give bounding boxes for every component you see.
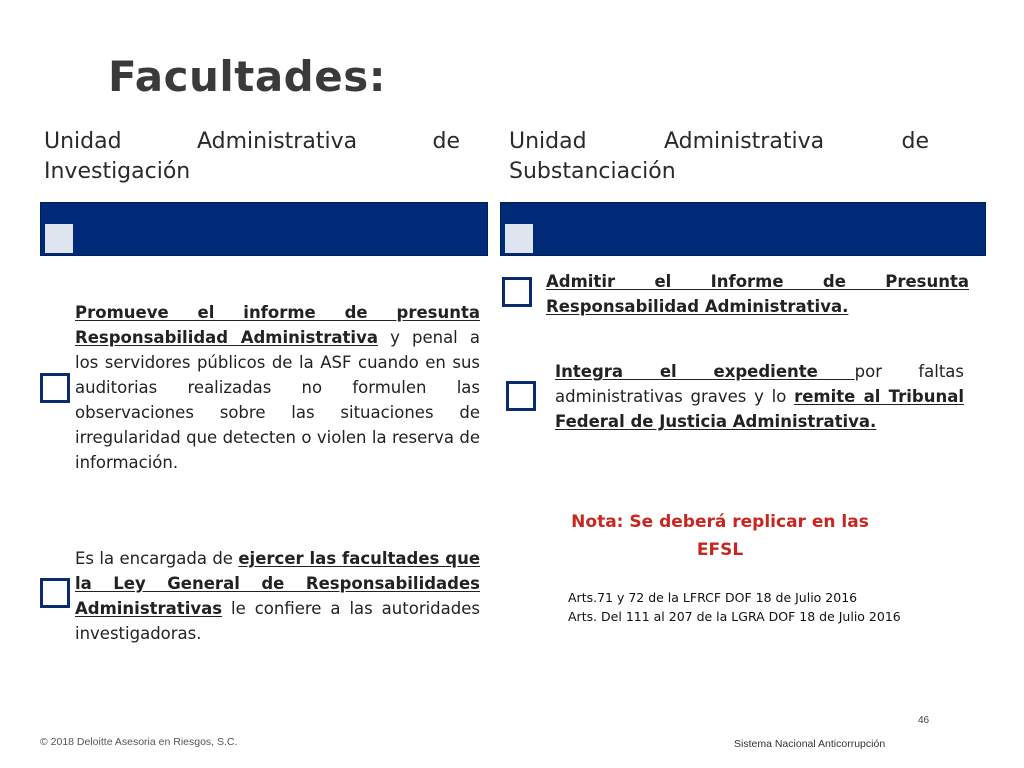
nota-text: Nota: Se deberá replicar en las EFSL — [571, 512, 869, 560]
page-number: 46 — [918, 715, 930, 726]
left-p1-emphasis: Promueve el informe de presunta Responsabilidad Administrativa — [75, 303, 480, 347]
left-paragraph-2 — [75, 546, 480, 646]
left-column-heading — [44, 127, 460, 187]
page-title: Facultades: — [108, 52, 387, 101]
checkbox-square-icon — [506, 381, 536, 411]
right-p2-text: por faltas administrativas graves y lo — [555, 362, 965, 406]
checkbox-square-icon — [40, 578, 70, 608]
left-p2-emphasis: ejercer las facultades que la Ley General de Responsabilidades Administrativas — [75, 549, 481, 618]
left-paragraph-1 — [75, 300, 480, 475]
bar-square-icon — [505, 224, 533, 253]
right-column-heading — [509, 127, 929, 187]
left-p2-pre: Es la encargada de — [75, 549, 239, 568]
checkbox-square-icon — [502, 277, 532, 307]
checkbox-square-icon — [40, 373, 70, 403]
right-header-bar — [500, 202, 986, 256]
right-heading-line2: Substanciación — [509, 159, 676, 184]
left-p1-text: y penal a los servidores públicos de la ASF cuando en sus auditorias realizadas no formulen las observaciones sobre las situaciones de irregularidad que detecten o violen la reserva de información. — [75, 328, 480, 472]
right-paragraph-1 — [546, 269, 969, 319]
bar-square-icon — [45, 224, 73, 253]
right-p2-emphasis-1: Integra el expediente — [555, 362, 855, 381]
reference-line-1: Arts.71 y 72 de la LFRCF DOF 18 de Julio 2016 — [568, 590, 858, 605]
right-heading-line1: Unidad Administrativa de — [509, 129, 929, 154]
footer-organization: Sistema Nacional Anticorrupción — [734, 738, 886, 750]
left-p2-text: le confiere a las autoridades investigadoras. — [75, 599, 480, 643]
right-paragraph-2 — [555, 359, 964, 434]
reference-line-2: Arts. Del 111 al 207 de la LGRA DOF 18 de Julio 2016 — [568, 609, 901, 624]
right-p2-emphasis-2: remite al Tribunal Federal de Justicia Administrativa. — [555, 387, 964, 431]
left-heading-line2: Investigación — [44, 159, 191, 184]
legal-references — [568, 588, 901, 626]
right-p1-emphasis: Admitir el Informe de Presunta Responsabilidad Administrativa. — [546, 272, 969, 316]
left-heading-line1: Unidad Administrativa de — [44, 129, 460, 154]
left-header-bar — [40, 202, 488, 256]
footer-copyright: © 2018 Deloitte Asesoria en Riesgos, S.C. — [40, 736, 238, 748]
